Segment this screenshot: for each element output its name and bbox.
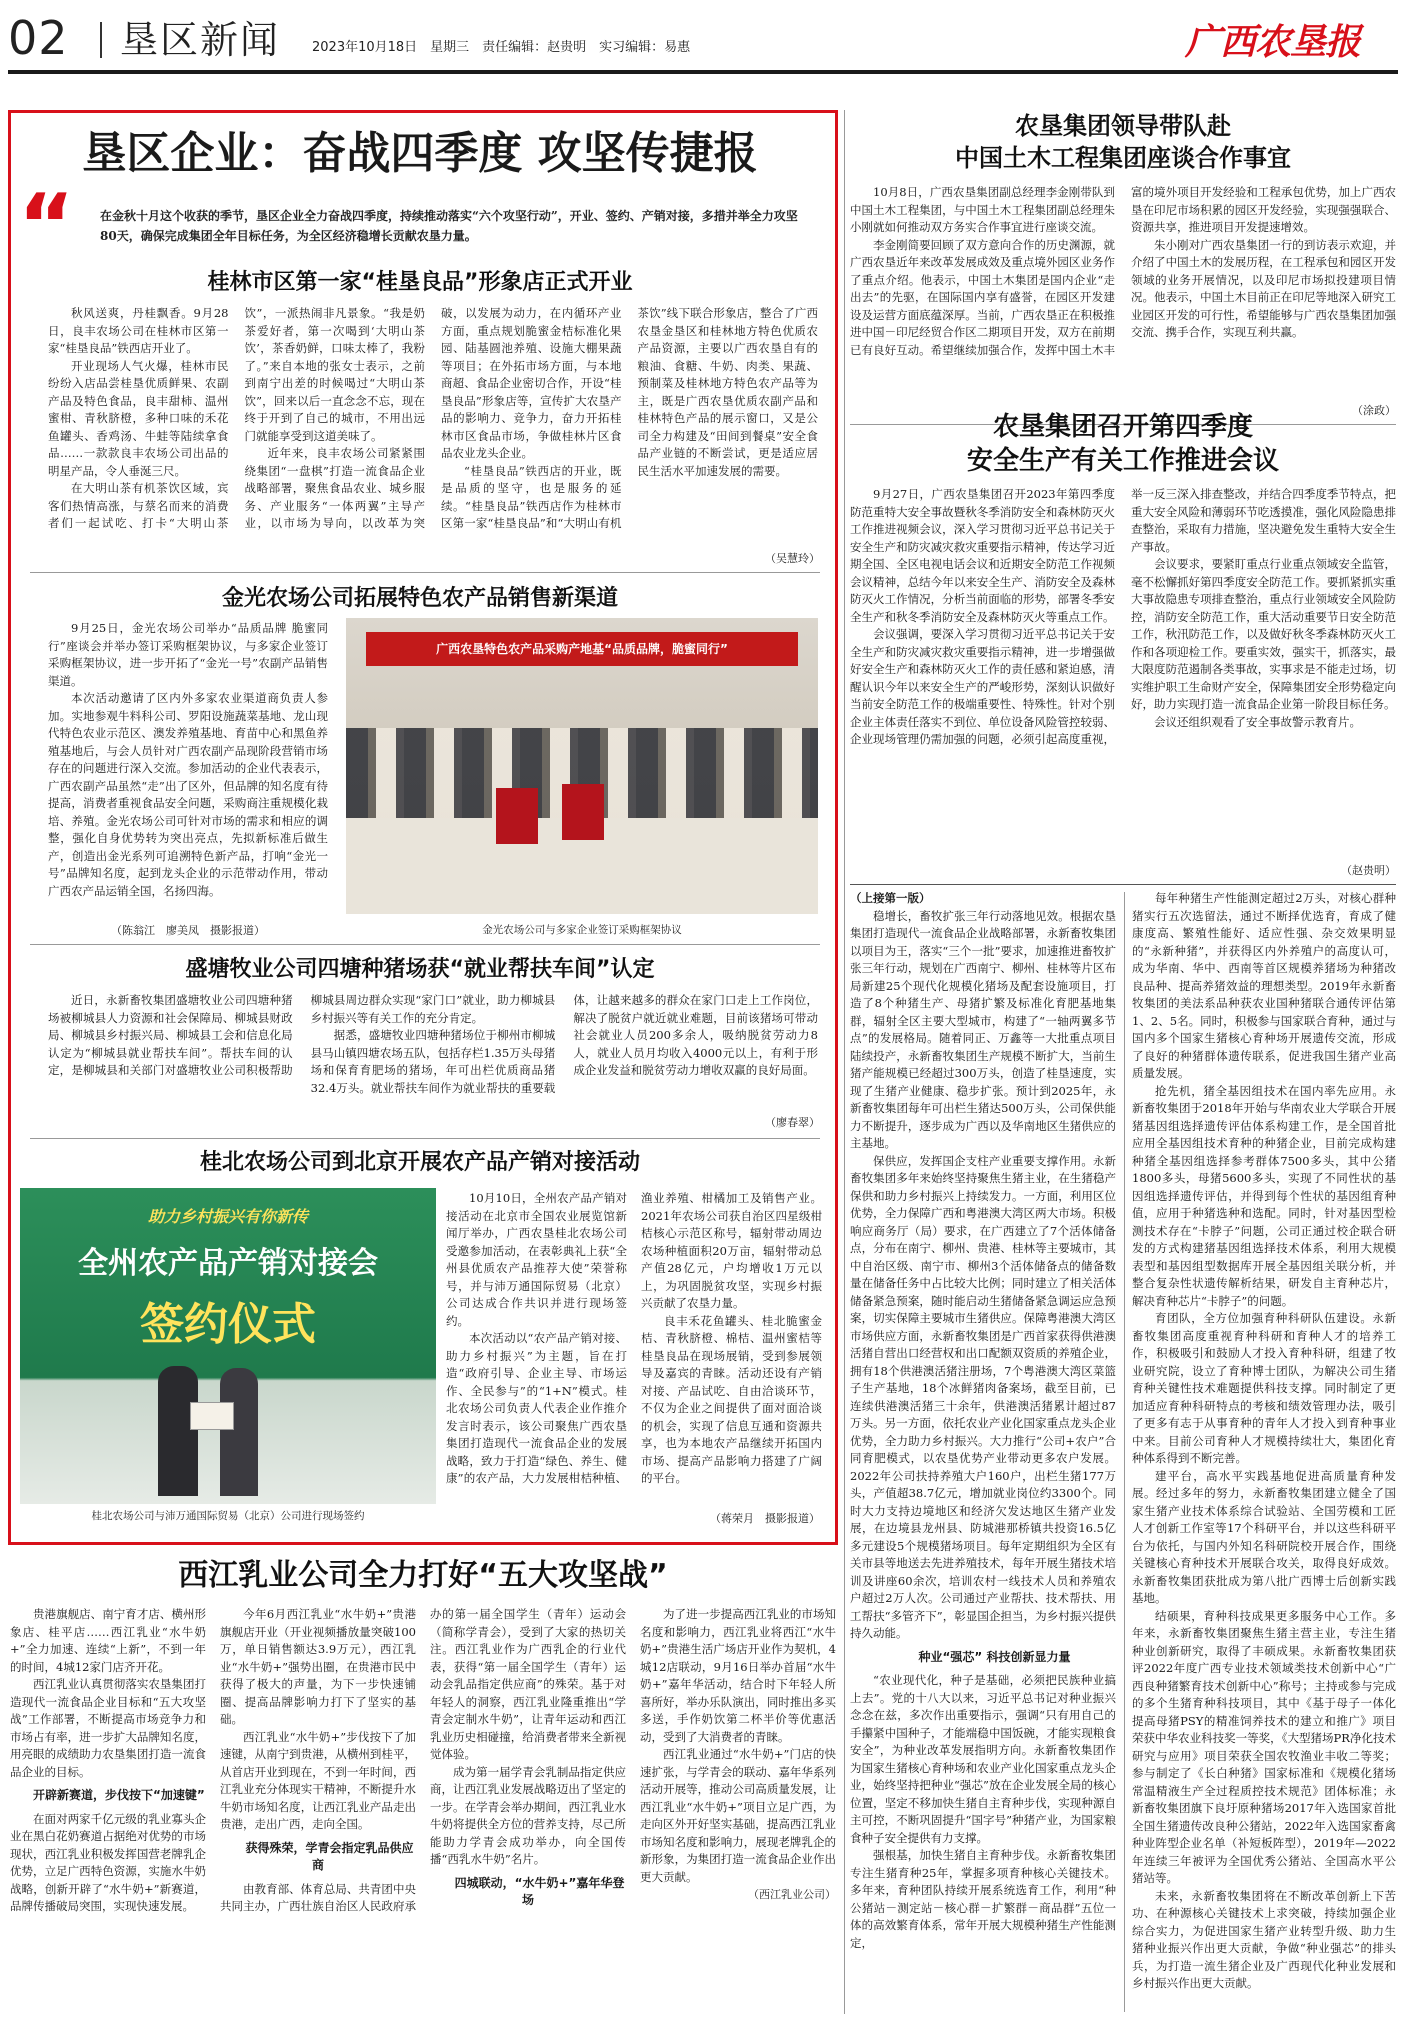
byline: （涂政） <box>1352 404 1396 417</box>
divider <box>30 944 820 945</box>
paragraph: 在面对两家千亿元级的乳业寡头企业在黑白花奶赛道占据绝对优势的市场现状，西江乳业积极发挥国营老牌乳企优势，立足广西特色资源，实施水牛奶战略，创新开辟了“水牛奶+”新赛道，品牌传播破局突围，实现快速发展。 <box>10 1811 206 1913</box>
article-title-jinguang: 金光农场公司拓展特色农产品销售新渠道 <box>221 586 618 611</box>
right-article-2-body <box>850 486 1396 860</box>
article-body-guibei <box>446 1190 822 1510</box>
paragraph: 李金刚简要回顾了双方意向合作的历史渊源，就广西农垦近年来改革发展成效及重点境外园区业务作了重点介绍。他表示，中国土木集团是国内企业“走出去”的先驱，在国际国内享有盛誉，在园区开发建设及运营方面底蕴深厚。当前，广西农垦正在积极推进中国－印尼经贸合作区二期项目开发，双方在前期已有良好互动。希望继续加强合作，发挥中国土木丰富的境外项目开发经验和工程承包优势，加上广西农垦在印尼市场积累的园区开发经验，实现强强联合、资源共享，推进项目开发提速增效。 <box>850 185 1396 357</box>
paragraph: 在大明山茶有机茶饮区域，宾客们热情高涨，与蔡名而来的消费者们一起试吃、打卡“大明山茶饮”，一派热闹非凡景象。“我是奶茶爱好者，第一次喝到‘大明山茶饮’，茶香奶鲜，口味太棒了，我粉了。”来自本地的张女士表示，之前到南宁出差的时候喝过“大明山茶饮”，回来以后一直念念不忘，现在终于开到了自己的城市，不用出远门就能享受到这道美味了。 <box>48 306 425 530</box>
photo-folder <box>562 784 604 840</box>
byline: （陈翁江 廖美凤 摄影报道） <box>111 924 265 937</box>
bottom-article-body <box>10 1606 836 2014</box>
paragraph: 本次活动以“农产品产销对接、助力乡村振兴”为主题，旨在打造“政府引导、企业主导、市场运作、全民参与”的“1+N”模式。桂北农场公司负责人代表企业作推介发言时表示，该公司聚焦广西农垦集团打造现代一流食品企业的发展战略，致力于打造“绿色、养生、健康”的农产品，大力发展柑桔种植、渔业养殖、柑橘加工及销售产业。2021年农场公司获自治区四星级柑桔核心示范区称号，辐射带动周边农场种植面积20万亩，辐射带动总产值28亿元，户均增收1万元以上，为巩固脱贫攻坚，实现乡村振兴贡献了农垦力量。 <box>446 1191 822 1485</box>
paragraph: 良丰禾花鱼罐头、桂北脆蜜金桔、青秋脐橙、棉桔、温州蜜桔等桂垦良品在现场展销，受到参展领导及嘉宾的青睐。活动还设有产销对接、产品试吃、自由洽谈环节，不仅为企业之间提供了面对面洽谈的机会，实现了信息互通和资源共享，也为本地农产品继续开拓国内市场、提高产品影响力搭建了广阔的平台。 <box>641 1313 822 1485</box>
paragraph: 结硕果，育种科技成果更多服务中心工作。多年来，永新畜牧集团聚焦生猪主营主业，专注生猪种业创新研究，取得了丰硕成果。永新畜牧集团获评2022年度广西专业技术领域类技术创新中心“广西良种猪繁育技术创新中心”称号；主持或参与完成的多个生猪育种科技项目，其中《基于母子一体化提高母猪PSY的精准饲养技术的建立和推广》项目荣获中华农业科技奖一等奖，《大型猪场PR净化技术研究与应用》项目荣获全国农牧渔业丰收二等奖；参与制定了《长白种猪》国家标准和《规模化猪场常温精液生产全过程质控技术规范》团体标准；永新畜牧集团旗下良圩原种猪场2017年入选国家首批全国生猪遗传改良种公猪站，2022年入选国家畜禽种业阵型企业名单（补短板阵型），2019年—2022年连续三年被评为全国优秀公猪站、全国高水平公猪站等。 <box>1132 1608 1396 1885</box>
paragraph: 10月8日，广西农垦集团副总经理李金刚带队到中国土木工程集团，与中国土木工程集团副总经理朱小刚就如何推动双方务实合作事宜进行座谈交流。 <box>850 185 1115 234</box>
date-line: 2023年10月18日 星期三 责任编辑：赵贵明 实习编辑：易惠 <box>312 40 691 55</box>
paragraph: 秋风送爽，丹桂飘香。9月28日，良丰农场公司在桂林市区第一家“桂垦良品”铁西店开业了。 <box>48 306 229 355</box>
section-title: 垦区新闻 <box>120 18 281 62</box>
column-divider <box>1124 892 1125 2012</box>
right-article-1-body <box>850 184 1396 402</box>
right-article-1-title-line2: 中国土木工程集团座谈合作事宜 <box>955 144 1291 172</box>
paragraph: 会议强调，要深入学习贯彻习近平总书记关于安全生产和防灾减灾救灾重要指示精神，进一步增强做好安全生产和森林防灭火工作的责任感和紧迫感，清醒认识今年以来安全生产的严峻形势，深刻认识做好当前安全防范工作的极端重要性、特殊性。针对个别企业主体责任落实不到位、单位设备风险管控较弱、企业现场管理仍需加强的问题，必须引起高度重视，举一反三深入排查整改，并结合四季度季节特点，把重大安全风险和薄弱环节吃透摸准，强化风险隐患排查整治，采取有力措施，坚决避免发生重特大安全生产事故。 <box>850 487 1396 746</box>
paragraph: 抢先机，猪全基因组技术在国内率先应用。永新畜牧集团于2018年开始与华南农业大学联合开展猪基因组选择遗传评估体系构建工作，是全国首批应用全基因组技术育种的种猪企业，目前完成构建种猪全基因组选择参考群体7500多头，其中公猪1800多头，母猪5600多头，实现了不同性状的基因组选择遗传评估，并得到每个性状的基因组育种值，应用于种猪选种和选配。同时，针对基因型检测技术存在“卡脖子”问题，公司正通过校企联合研发的方式构建猪基因组选择技术体系，利用大规模表型和基因组型数据库开展全基因组关联分析，并整合复杂性状遗传解析结果，研发自主育种芯片，解决育种芯片“卡脖子”的问题。 <box>1132 1083 1396 1308</box>
paragraph: 保供应，发挥国企支柱产业重要支撑作用。永新畜牧集团多年来始终坚持聚焦生猪主业，在生猪稳产保供和助力乡村振兴上持续发力。一方面，利用区位优势，全力保障广西和粤港澳大湾区两大市场。积极响应商务厅（局）要求，在广西建立了7个活体储备点，分布在南宁、柳州、贵港、桂林等主要城市，其中自治区级、南宁市、柳州3个活体储备点的储备数量在储备任务中占比较大比例；同时建立了相关活体储备紧急预案，随时能启动生猪储备紧急调运应急预案，切实保障主要城市生猪供应。保障粤港澳大湾区市场供应方面，永新畜牧集团是广西首家获得供港澳活猪自营出口经营权和出口配额双资质的养殖企业，拥有18个供港澳活猪注册场，7个粤港澳大湾区菜篮子生产基地，18个冰鲜猪肉备案场，截至目前，已连续供港澳活猪三十余年，供港澳活猪累计超过87万头。另一方面，依托农业产业化国家重点龙头企业优势，全力助力乡村振兴。大力推行“公司+农户”合同育肥模式，以农垦优势产业带动更多农户发展。2022年公司扶持养殖大户160户，出栏生猪177万头，产值超38.7亿元，增加就业岗位约3300个。同时大力支持边境地区和经济欠发达地区生猪产业发展，在边境县龙州县、防城港那桥镇共投资16.5亿多元建设5个规模猪场项目。每年定期组织为全区有关市县等地送去先进养殖技术，每年开展生猪技术培训及讲座60余次，培训农村一线技术人员和养殖农户超过2万人次。公司通过产业帮扶、技术帮扶、用工帮扶“多管齐下”，彰显国企担当，为乡村振兴提供持久动能。 <box>850 1153 1116 1640</box>
subheading: 四城联动，“水牛奶+”嘉年华登场 <box>454 1875 625 1907</box>
divider <box>850 884 1396 885</box>
paragraph: 成为第一届学青会乳制品指定供应商，让西江乳业发展战略迈出了坚定的一步。在学青会举办期间，西江乳业水牛奶将提供全方位的营养支持，尽己所能助力学青会成功举办，向全国传播“西乳水牛奶”名片。 <box>430 1764 626 1866</box>
paragraph: 建平台，高水平实践基地促进高质量育种发展。经过多年的努力，永新畜牧集团建立健全了国家生猪产业技术体系综合试验站、全国劳模和工匠人才创新工作室等17个科研平台，并以这些科研平台为依托，与国内外知名科研院校开展合作，围绕关键核心育种技术开展联合攻关，取得良好成效。永新畜牧集团获批成为第八批广西博士后创新实践基地。 <box>1132 1468 1396 1605</box>
feature-title: 垦区企业：奋战四季度 攻坚传捷报 <box>82 128 758 179</box>
article-body-shengtang <box>48 992 818 1114</box>
byline: （赵贵明） <box>1341 864 1396 877</box>
paragraph: “桂垦良品”铁西店的开业，既是品质的坚守，也是服务的延续。“桂垦良品”铁西店作为桂林市区第一家“桂垦良品”和“大明山有机茶饮”线下联合形象店，整合了广西农垦金垦区和桂林地方特色优质农产品资源，主要以广西农垦自有的粮油、食糖、牛奶、肉类、果蔬、预制菜及桂林地方特色农产品等为主，既是广西农垦优质农副产品和桂林特色产品的展示窗口，又是公司全力构建及“田间到餐桌”安全食品产业链的不断尝试，更是适应居民生活水平加速发展的需要。 <box>441 306 818 530</box>
paragraph: 为了进一步提高西江乳业的市场知名度和影响力，西江乳业将西江“水牛奶+”贵港生活广场店开业作为契机，4城12店联动，9月16日举办首届“水牛奶+”嘉年华活动，结合时下年轻人所喜所好，举办乐队演出，同时推出多买多送，手作奶饮第二杯半价等优惠活动，受到了大消费者的青睐。 <box>640 1607 836 1744</box>
byline: （廖春翠） <box>765 1116 820 1129</box>
continued-column-1 <box>850 890 1116 2014</box>
masthead-divider <box>100 22 102 58</box>
paragraph: 朱小刚对广西农垦集团一行的到访表示欢迎，并介绍了中国土木的发展历程，在工程承包和园区开发领域的业务开展情况，以及印尼市场拟投建项目情况。他表示，中国土木目前正在印尼等地深入研究工业园区开发的可行性，希望能够与广西农垦集团加强交流、携手合作，实现互利共赢。 <box>1131 237 1396 339</box>
paragraph: 9月25日，金光农场公司举办“品质品牌 脆蜜同行”座谈会并举办签订采购框架协议，与多家企业签订采购框架协议，进一步开拓了“金光一号”农副产品销售渠道。 <box>48 621 328 688</box>
article-title-guilin: 桂林市区第一家“桂垦良品”形象店正式开业 <box>207 270 633 295</box>
paragraph: 每年种猪生产性能测定超过2万头，对核心群种猪实行五次选留法，通过不断择优选育，育成了健康度高、繁殖性能好、适应性强、杂交效果明显的“永新种猪”，并获得区内外养殖户的高度认可，成为华南、华中、西南等首区规模养猪场为种猪改良品种、提高养猪效益的理想类型。2019年永新畜牧集团的美法系品种获农业国种猪联合通传评估第1、2、5名。同时，积极参与国家联合育种，通过与国内多个国家生猪核心育种场开展遗传交流，形成了良好的种猪群体遗传联系，促进我国生猪产业高质量发展。 <box>1132 891 1396 1080</box>
continued-label: （上接第一版） <box>850 891 931 905</box>
paragraph: 未来，永新畜牧集团将在不断改革创新上下苦功、在种源核心关键技术上求突破，持续加强企业综合实力，为促进国家生猪产业转型升级、助力生猪种业振兴作出更大贡献，争做“种业强芯”的排头兵，为打造一流生猪企业及广西现代化种业发展和乡村振兴作出更大贡献。 <box>1132 1888 1396 1990</box>
paragraph: 据悉，盛塘牧业四塘种猪场位于柳州市柳城县马山镇四塘农场五队，包括存栏1.35万头母猪场和保育育肥场的猪场，年可出栏优质商品猪32.4万头。就业帮扶车间作为就业帮扶的重要载体，让越来越多的群众在家门口走上工作岗位，解决了脱贫户就近就业难题，目前该猪场可带动社会就业人员200多余人，吸纳脱贫劳动力8人，就业人员月均收入4000元以上，有利于形成企业发益和脱贫劳动力增收双赢的良好局面。 <box>310 993 818 1095</box>
paragraph: 近年来，良丰农场公司紧紧围绕集团“一盘棋”打造一流食品企业战略部署，聚焦食品农业、城乡服务、产业服务“一体两翼”主导产业，以市场为导向，以改革为突破，以发展为动力，在内循环产业方面，重点规划脆蜜金桔标准化果园、陆基圆池养殖、设施大棚果蔬等项目；在外拓市场方面，与本地商超、食品企业密切合作，开设“桂垦良品”形象店等，宣传扩大农垦产品的影响力、竞争力，奋力开拓桂林市区食品市场，争做桂林片区食品农业龙头企业。 <box>244 306 622 530</box>
byline: （蒋荣月 摄影报道） <box>710 1512 820 1525</box>
continued-column-2 <box>1132 890 1396 2014</box>
article-title-guibei: 桂北农场公司到北京开展农产品产销对接活动 <box>199 1150 640 1175</box>
paragraph: 育团队，全方位加强育种科研队伍建设。永新畜牧集团高度重视育种科研和育种人才的培养工作，积极吸引和鼓励人才投入育种科研，组建了牧业研究院，设立了育种博士团队，为解决公司生猪育种关键性技术难题提供科技支撑。同时制定了更加适应育种科研特点的考核和绩效管理办法，吸引了更多有志于从事育种的青年人才投入到育种事业中来。目前公司育种人才规模持续壮大，集团化育种体系得到不断完善。 <box>1132 1311 1396 1465</box>
page-number: 02 <box>8 11 69 65</box>
guibei-photo <box>20 1188 436 1504</box>
masthead-rule <box>8 70 1398 74</box>
paragraph: 西江乳业“水牛奶+”步伐按下了加速键，从南宁到贵港，从横州到桂平，从首店开业到现在，不到一年时间，西江乳业充分体现实干精神，不断提升水牛奶市场知名度，让西江乳业产品走出贵港，走出广西，走向全国。 <box>220 1729 416 1831</box>
subheading: 获得殊荣，学青会指定乳品供应商 <box>245 1840 414 1872</box>
paragraph: 西江乳业通过“水牛奶+”门店的快速扩张，与学青会的联动、嘉年华系列活动开展等，推动公司高质量发展，让西江乳业“水牛奶+”项目立足广西，为走向区外开好坚实基础，提高西江乳业市场知名度和影响力，展现老牌乳企的新形象，为集团打造一流食品企业作出更大贡献。 <box>640 1747 836 1884</box>
quote-mark-icon: “ <box>18 176 75 276</box>
paragraph: 今年6月西江乳业“水牛奶+”贵港旗舰店开业（开业视频播放量突破100万，单日销售额达3.9万元），西江乳业“水牛奶+”强势出圈，在贵港市民中获得了极大的声量，为下一步快速铺圈、提高品牌影响力打下了坚实的基础。 <box>220 1607 416 1726</box>
photo-folder <box>496 788 538 844</box>
feature-lead: 在金秋十月这个收获的季节，垦区企业全力奋战四季度，持续推动落实“六个攻坚行动”，开业、签约、产销对接，多措并举全力攻坚80天，确保完成集团全年目标任务，为全区经济稳增长贡献农垦力量。 <box>100 209 798 243</box>
bottom-article-title: 西江乳业公司全力打好“五大攻坚战” <box>178 1558 668 1593</box>
article-body-jinguang <box>48 620 328 920</box>
photo-headline-2: 签约仪式 <box>140 1299 316 1350</box>
photo-person-right <box>220 1368 258 1496</box>
paragraph: 9月27日，广西农垦集团召开2023年第四季度防范重特大安全事故暨秋冬季消防安全和森林防灭火工作推进视频会议，深入学习贯彻习近平总书记关于安全生产和防灾减灾救灾重要指示精神，传达学习近期全国、全区电视电话会议和近期安全防范工作视频会议精神，总结今年以来安全生产、消防安全及森林防灭火工作情况，分析当前面临的形势，部署冬季安全生产和秋冬季消防安全及森林防灭火等重点工作。 <box>850 487 1115 624</box>
paragraph: 由教育部、体育总局、共青团中央共同主办，广西壮族自治区人民政府承办的第一届全国学生（青年）运动会（简称学青会），受到了大家的热切关注。西江乳业作为广西乳企的行业代表，获得“第一届全国学生（青年）运动会乳品指定供应商”的殊荣。基于对年轻人的洞察，西江乳业隆重推出“学青会定制水牛奶”，让青年运动和西江乳业历史相碰撞，给消费者带来全新视觉体验。 <box>220 1607 626 1913</box>
article-title-shengtang: 盛塘牧业公司四塘种猪场获“就业帮扶车间”认定 <box>185 957 655 982</box>
newspaper-logo: 广西农垦报 <box>1185 21 1361 63</box>
paragraph: 西江乳业认真贯彻落实农垦集团打造现代一流食品企业目标和“五大攻坚战”工作部署，不断提高市场竞争力和市场占有率，进一步扩大品牌知名度，用亮眼的成绩助力农垦集团打造一流食品企业的目标。 <box>10 1677 206 1779</box>
photo-caption: 金光农场公司与多家企业签订采购框架协议 <box>482 924 682 936</box>
byline: （西江乳业公司） <box>748 1888 836 1901</box>
jinguang-photo <box>346 618 818 914</box>
photo-person-left <box>158 1366 198 1496</box>
subheading: 种业“强芯” 科技创新显力量 <box>918 1649 1071 1664</box>
paragraph: 会议还组织观看了安全事故警示教育片。 <box>1154 714 1361 729</box>
photo-banner-text: 广西农垦特色农产品采购产地基“品质品牌，脆蜜同行” <box>436 642 728 656</box>
paragraph: 开业现场人气火爆，桂林市民纷纷入店品尝桂垦优质鲜果、农副产品及特色食品，良丰甜柿、温州蜜柑、青秋脐橙，多种口味的禾花鱼罐头、香鸡汤、牛蛙等陆续拿食品……一款款良丰农场公司出品的明星产品，令人垂涎三尺。 <box>48 358 229 478</box>
photo-headline: 全州农产品产销对接会 <box>78 1246 378 1281</box>
paragraph: 稳增长，畜牧扩张三年行动落地见效。根据农垦集团打造现代一流食品企业战略部署，永新畜牧集团以项目为王，落实“三个一批”要求，加速推进畜牧扩张三年行动，规划在广西南宁、柳州、桂林等片区布局新建25个现代化规模化猪场及配套设施项目，打造了8个种猪生产、母猪扩繁及标准化育肥基地集群，辐射全区主要大型城市，构建了“一轴两翼多节点”的发展格局。随着同正、万鑫等一大批重点项目陆续投产，永新畜牧集团生产规模不断扩大，当前生猪产能规模已经超过300万头，创造了桂垦速度，实现了生猪产业健康、稳步扩张。预计到2025年，永新畜牧集团每年可出栏生猪达500万头，公司保供能力不断提升，逐步成为广西以及华南地区生猪供应的主基地。 <box>850 908 1116 1150</box>
paragraph: 强根基，加快生猪自主育种步伐。永新畜牧集团专注生猪育种25年，掌握多项育种核心关键技术。多年来，育种团队持续开展系统选育工作，利用“种公猪站－测定站－核心群－扩繁群－商品群”五位一体的高效繁育体系，常年开展大规模种猪生产性能测定， <box>850 1848 1116 1950</box>
photo-caption: 桂北农场公司与沛万通国际贸易（北京）公司进行现场签约 <box>91 1510 365 1522</box>
paragraph: 会议要求，要紧盯重点行业重点领域安全监管，毫不松懈抓好第四季度安全防范工作。要抓紧抓实重大事故隐患专项排查整治，重点行业领域安全风险防控，消防安全防范工作，重大活动重要节日安全防范工作，秋汛防范工作，以及做好秋冬季森林防灭火工作和各项迎检工作。要重实效，强实干，抓落实，最大限度防范遏制各类事故，实事求是不能走过场，切实维护职工生命财产安全，保障集团安全形势稳定向好，助力实现打造一流食品企业第一阶段目标任务。 <box>1131 557 1396 711</box>
right-article-2-title-line2: 安全生产有关工作推进会议 <box>966 446 1279 476</box>
photo-certificate <box>190 1402 234 1430</box>
paragraph: 本次活动邀请了区内外多家农业渠道商负责人参加。实地参观牛料科公司、罗阳设施蔬菜基地、龙山现代特色农业示范区、澳发养殖基地、育苗中心和黑鱼养殖基地后，与会人员针对广西农副产品现阶段营销市场存在的问题进行深入交流。参加活动的企业代表表示，广西农副产品虽然“走”出了区外，但品牌的知名度有待提高，消费者重视食品安全问题，采购商注重规模化栽培、养殖。金光农场公司可针对市场的需求和相应的调整，强化自身优势转为突出亮点，先拟新标准后做生产，创造出金光系列可追溯特色新产品，打响“金光一号”品牌知名度，起到龙头企业的示范带动作用，带动广西农产品运销全国，名扬四海。 <box>48 691 328 898</box>
divider <box>30 572 820 573</box>
column-divider <box>844 110 845 2014</box>
right-article-1-title-line1: 农垦集团领导带队赴 <box>1015 112 1231 140</box>
subheading: 开辟新赛道，步伐按下“加速键” <box>33 1788 205 1802</box>
photo-slogan: 助力乡村振兴有你新传 <box>147 1207 308 1226</box>
article-body-guilin <box>48 305 818 550</box>
divider <box>30 1138 820 1139</box>
paragraph: 近日，永新畜牧集团盛塘牧业公司四塘种猪场被柳城县人力资源和社会保障局、柳城县财政局、柳城县乡村振兴局、柳城县工会和信息化局认定为“柳城县就业帮扶车间”。帮扶车间的认定，是柳城县和关部门对盛塘牧业公司积极帮助柳城县周边群众实现“家门口”就业，助力柳城县乡村振兴等有关工作的充分肯定。 <box>48 993 556 1077</box>
right-article-2-title-line1: 农垦集团召开第四季度 <box>992 412 1253 442</box>
paragraph: 10月10日，全州农产品产销对接活动在北京市全国农业展览馆新闻厅举办，广西农垦桂北农场公司受邀参加活动，在表彰典礼上获“全州县优质农产品推荐大使”荣誉称号，并与沛万通国际贸易（北京）公司达成合作共识并进行现场签约。 <box>446 1191 627 1328</box>
byline: （吴慧玲） <box>765 552 820 565</box>
paragraph: 贵港旗舰店、南宁育才店、横州形象店、桂平店……西江乳业“水牛奶+”全力加速、连续“上新”，不到一年的时间，4城12家门店齐开花。 <box>10 1607 206 1674</box>
paragraph: “农业现代化，种子是基础，必须把民族种业搞上去”。党的十八大以来，习近平总书记对种业振兴念念在兹，多次作出重要指示，强调“只有用自己的手攥紧中国种子，才能端稳中国饭碗，才能实现粮食安全”，为种业改革发展指明方向。永新畜牧集团作为国家生猪核心育种场和农业产业化国家重点龙头企业，始终坚持把种业“强芯”放在企业发展全局的核心位置，坚定不移加快生猪自主育种步伐，实现种源自主可控，不断巩固提升“国字号”种猪产业，为国家粮食种子安全提供有力支撑。 <box>850 1673 1116 1845</box>
